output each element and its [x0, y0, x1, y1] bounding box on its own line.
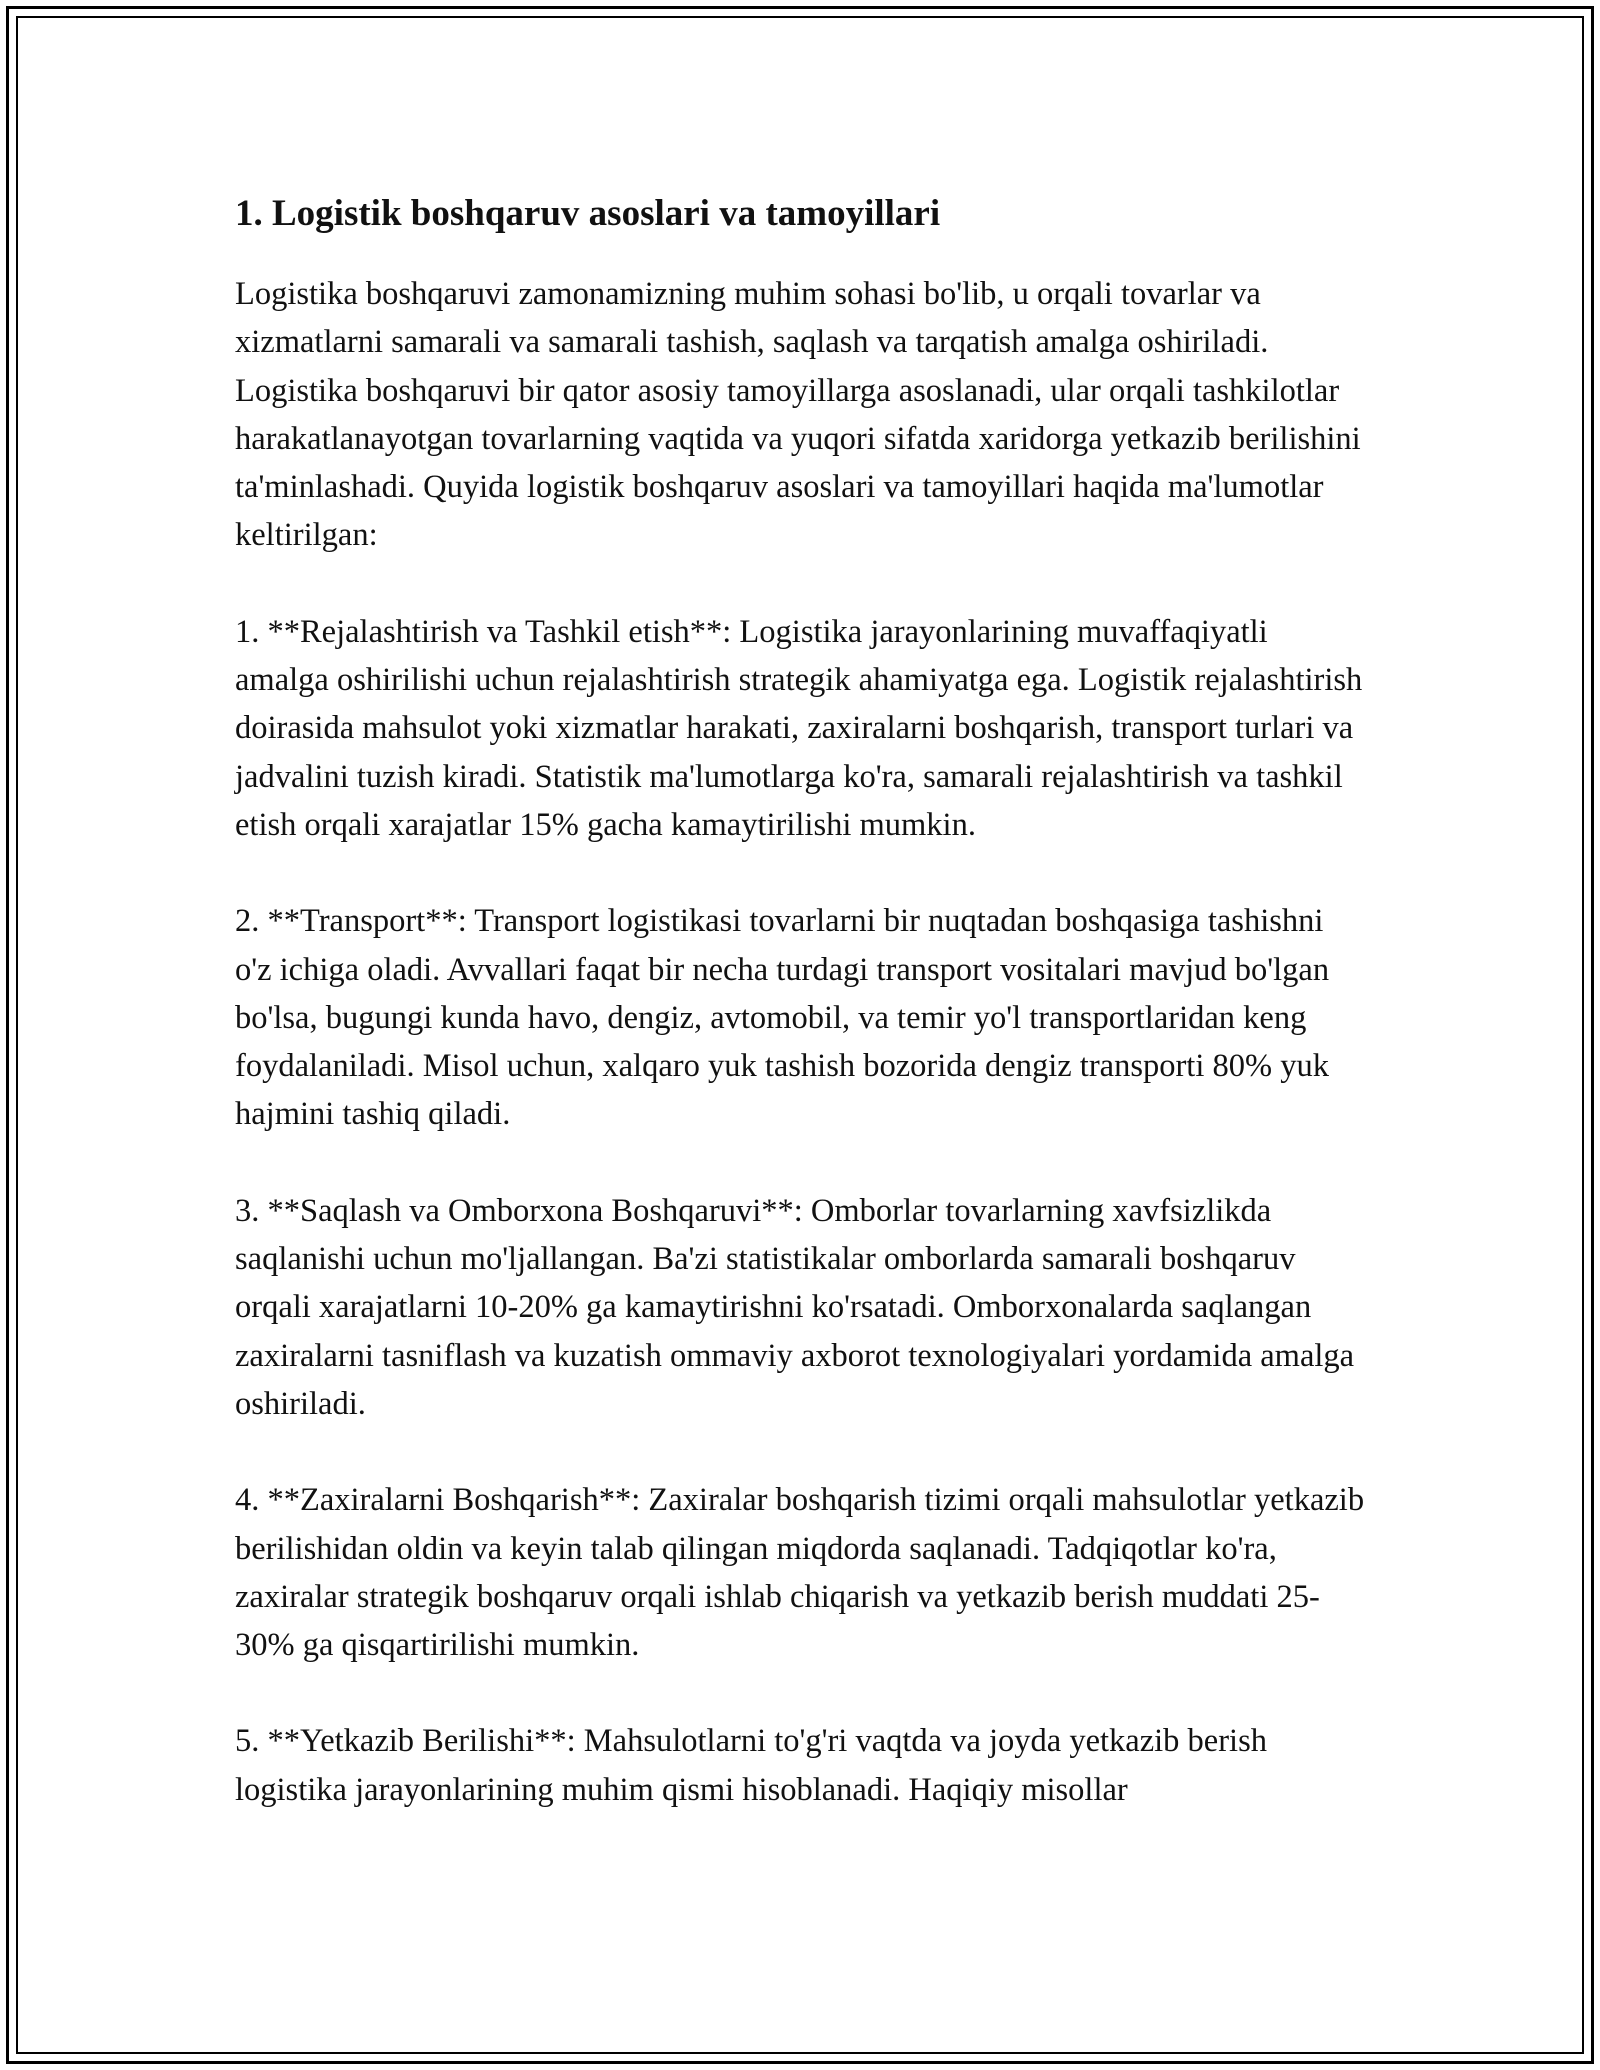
intro-paragraph: Logistika boshqaruvi zamonamizning muhim sohasi bo'lib, u orqali tovarlar va xizmatlarni samarali va samarali tashish, saqlash va tarqatish amalga oshiriladi. Logistika boshqaruvi bir qator asosiy tamoyillarga asoslanadi, ular orqali tashkilotlar harakatlanayotgan tovarlarning vaqtida va yuqori sifatda xaridorga yetkazib berilishini ta'minlashadi. Quyida logistik boshqaruv asoslari va tamoyillari haqida ma'lumotlar keltirilgan:: [235, 276, 1361, 554]
paragraph-warehouse: 3. **Saqlash va Omborxona Boshqaruvi**: Omborlar tovarlarning xavfsizlikda saqlanishi uchun mo'ljallangan. Ba'zi statistikalar omborlarda samarali boshqaruv orqali xarajatlarni 10-20% ga kamaytirishni ko'rsatadi. Omborxonalarda saqlangan zaxiralarni tasniflash va kuzatish ommaviy axborot texnologiyalari yordamida amalga oshiriladi.: [235, 1192, 1355, 1422]
paragraph-inventory: 4. **Zaxiralarni Boshqarish**: Zaxiralar boshqarish tizimi orqali mahsulotlar yetkazib berilishidan oldin va keyin talab qilingan miqdorda saqlanadi. Tadqiqotlar ko'ra, zaxiralar strategik boshqaruv orqali ishlab chiqarish va yetkazib berish muddati 25-30% ga qisqartirilishi mumkin.: [235, 1482, 1365, 1664]
section-heading: 1. Logistik boshqaruv asoslari va tamoyillari: [235, 193, 941, 234]
paragraph-planning: 1. **Rejalashtirish va Tashkil etish**: Logistika jarayonlarining muvaffaqiyatli amalga oshirilishi uchun rejalashtirish strategik ahamiyatga ega. Logistik rejalashtirish doirasida mahsulot yoki xizmatlar harakati, zaxiralarni boshqarish, transport turlari va jadvalini tuzish kiradi. Statistik ma'lumotlarga ko'ra, samarali rejalashtirish va tashkil etish orqali xarajatlar 15% gacha kamaytirilishi mumkin.: [235, 613, 1363, 843]
paragraph-delivery: 5. **Yetkazib Berilishi**: Mahsulotlarni to'g'ri vaqtda va joyda yetkazib berish logistika jarayonlarining muhim qismi hisoblanadi. Haqiqiy misollar: [235, 1723, 1267, 1808]
paragraph-transport: 2. **Transport**: Transport logistikasi tovarlarni bir nuqtadan boshqasiga tashishni o'z ichiga oladi. Avvallari faqat bir necha turdagi transport vositalari mavjud bo'lgan bo'lsa, bugungi kunda havo, dengiz, avtomobil, va temir yo'l transportlaridan keng foydalaniladi. Misol uchun, xalqaro yuk tashish bozorida dengiz transporti 80% yuk hajmini tashiq qiladi.: [235, 903, 1330, 1133]
document-body: [235, 188, 1365, 1862]
